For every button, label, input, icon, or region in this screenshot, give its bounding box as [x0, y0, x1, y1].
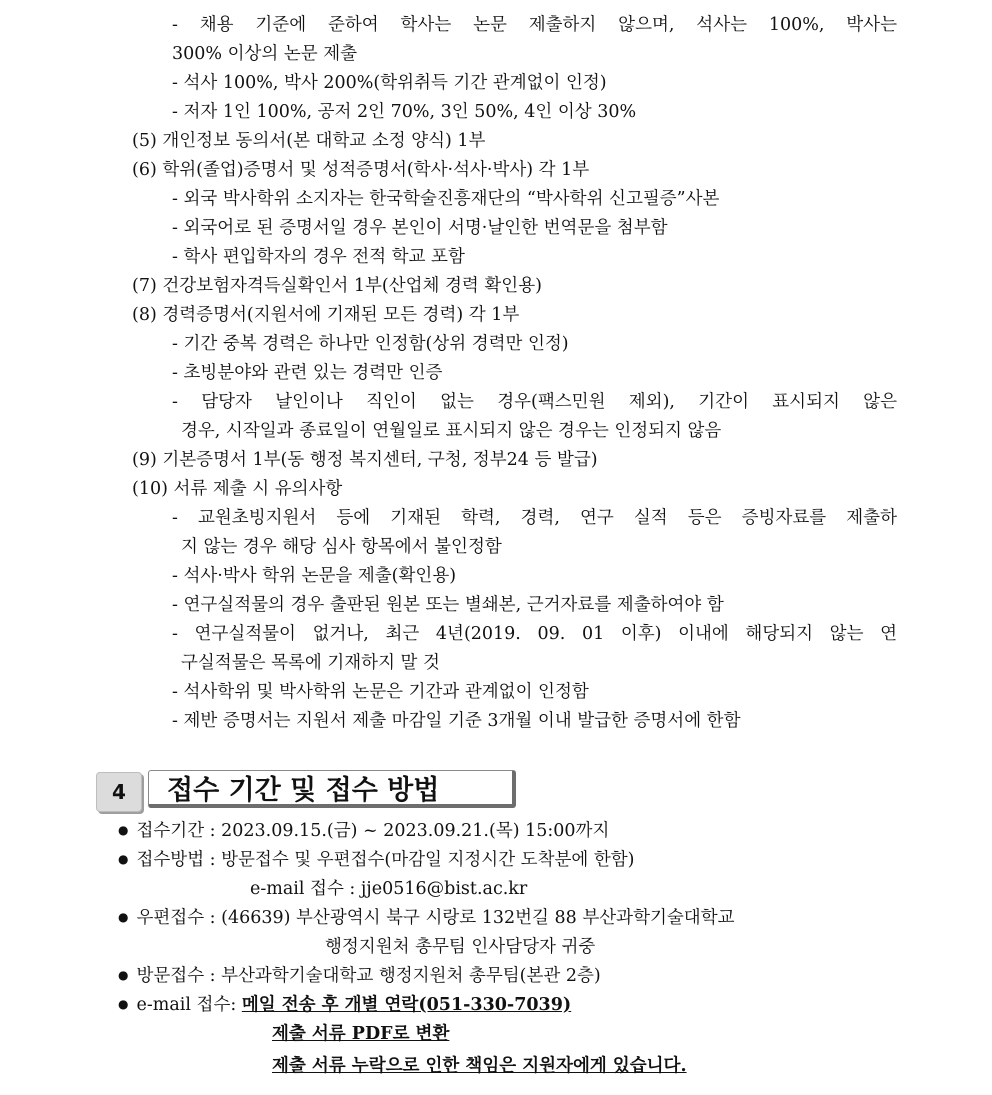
- bullet-item: [118, 905, 735, 932]
- text-line: - 채용 기준에 준하여 학사는 논문 제출하지 않으며, 석사는 100%, 박사는: [172, 15, 897, 35]
- item-heading: (6) 학위(졸업)증명서 및 성적증명서(학사·석사·박사) 각 1부: [132, 160, 590, 180]
- item-heading: (9) 기본증명서 1부(동 행정 복지센터, 구청, 정부24 등 발급): [132, 450, 598, 470]
- period-text: 접수기간 : 2023.09.15.(금) ~ 2023.09.21.(목) 15:00까지: [136, 821, 610, 841]
- text-line: - 석사·박사 학위 논문을 제출(확인용): [172, 566, 457, 586]
- text-line: - 제반 증명서는 지원서 제출 마감일 기준 3개월 이내 발급한 증명서에 한함: [172, 711, 741, 731]
- bullet-item: [118, 963, 601, 990]
- text-line: - 외국어로 된 증명서일 경우 본인이 서명·날인한 번역문을 첨부함: [172, 218, 668, 238]
- email-note: 제출 서류 누락으로 인한 책임은 지원자에게 있습니다.: [272, 1056, 687, 1076]
- method-text: 접수방법 : 방문접수 및 우편접수(마감일 지정시간 도착분에 한함): [136, 850, 635, 870]
- text-line: 구실적물은 목록에 기재하지 말 것: [181, 653, 440, 673]
- text-line: - 연구실적물의 경우 출판된 원본 또는 별쇄본, 근거자료를 제출하여야 함: [172, 595, 724, 615]
- text-line: - 석사 100%, 박사 200%(학위취득 기간 관계없이 인정): [172, 73, 607, 93]
- text-line: 300% 이상의 논문 제출: [172, 44, 358, 64]
- text-line: - 담당자 날인이나 직인이 없는 경우(팩스민원 제외), 기간이 표시되지 않은: [172, 392, 897, 412]
- text-line: - 외국 박사학위 소지자는 한국학술진흥재단의 “박사학위 신고필증”사본: [172, 189, 720, 209]
- section-title: 접수 기간 및 접수 방법: [148, 770, 516, 808]
- bullet-item: [118, 818, 609, 845]
- item-heading: (8) 경력증명서(지원서에 기재된 모든 경력) 각 1부: [132, 305, 520, 325]
- method-email-text: e-mail 접수 : jje0516@bist.ac.kr: [250, 879, 528, 899]
- text-line: - 교원초빙지원서 등에 기재된 학력, 경력, 연구 실적 등은 증빙자료를 제출하: [172, 508, 897, 528]
- post-recipient-text: 행정지원처 총무팀 인사담당자 귀중: [325, 937, 596, 957]
- text-line: - 학사 편입학자의 경우 전적 학교 포함: [172, 247, 465, 267]
- email-note: 메일 전송 후 개별 연락(051-330-7039): [241, 995, 572, 1015]
- text-line: 경우, 시작일과 종료일이 연월일로 표시되지 않은 경우는 인정되지 않음: [181, 421, 722, 441]
- item-heading: (5) 개인정보 동의서(본 대학교 소정 양식) 1부: [132, 131, 486, 151]
- section-number: 4: [96, 772, 142, 812]
- text-line: - 연구실적물이 없거나, 최근 4년(2019. 09. 01 이후) 이내에 해당되지 않는 연: [172, 624, 897, 644]
- bullet-item: [118, 847, 635, 874]
- email-label: e-mail 접수:: [136, 995, 242, 1015]
- post-text: 우편접수 : (46639) 부산광역시 북구 시랑로 132번길 88 부산과학기술대학교: [136, 908, 735, 928]
- email-note: 제출 서류 PDF로 변환: [272, 1024, 450, 1044]
- text-line: - 저자 1인 100%, 공저 2인 70%, 3인 50%, 4인 이상 30%: [172, 102, 637, 122]
- text-line: - 기간 중복 경력은 하나만 인정함(상위 경력만 인정): [172, 334, 569, 354]
- item-heading: (7) 건강보험자격득실확인서 1부(산업체 경력 확인용): [132, 276, 542, 296]
- text-line: - 초빙분야와 관련 있는 경력만 인증: [172, 363, 443, 383]
- item-heading: (10) 서류 제출 시 유의사항: [132, 479, 343, 499]
- text-line: 지 않는 경우 해당 심사 항목에서 불인정함: [181, 537, 502, 557]
- visit-text: 방문접수 : 부산과학기술대학교 행정지원처 총무팀(본관 2층): [136, 966, 601, 986]
- text-line: - 석사학위 및 박사학위 논문은 기간과 관계없이 인정함: [172, 682, 589, 702]
- bullet-item: [118, 992, 571, 1019]
